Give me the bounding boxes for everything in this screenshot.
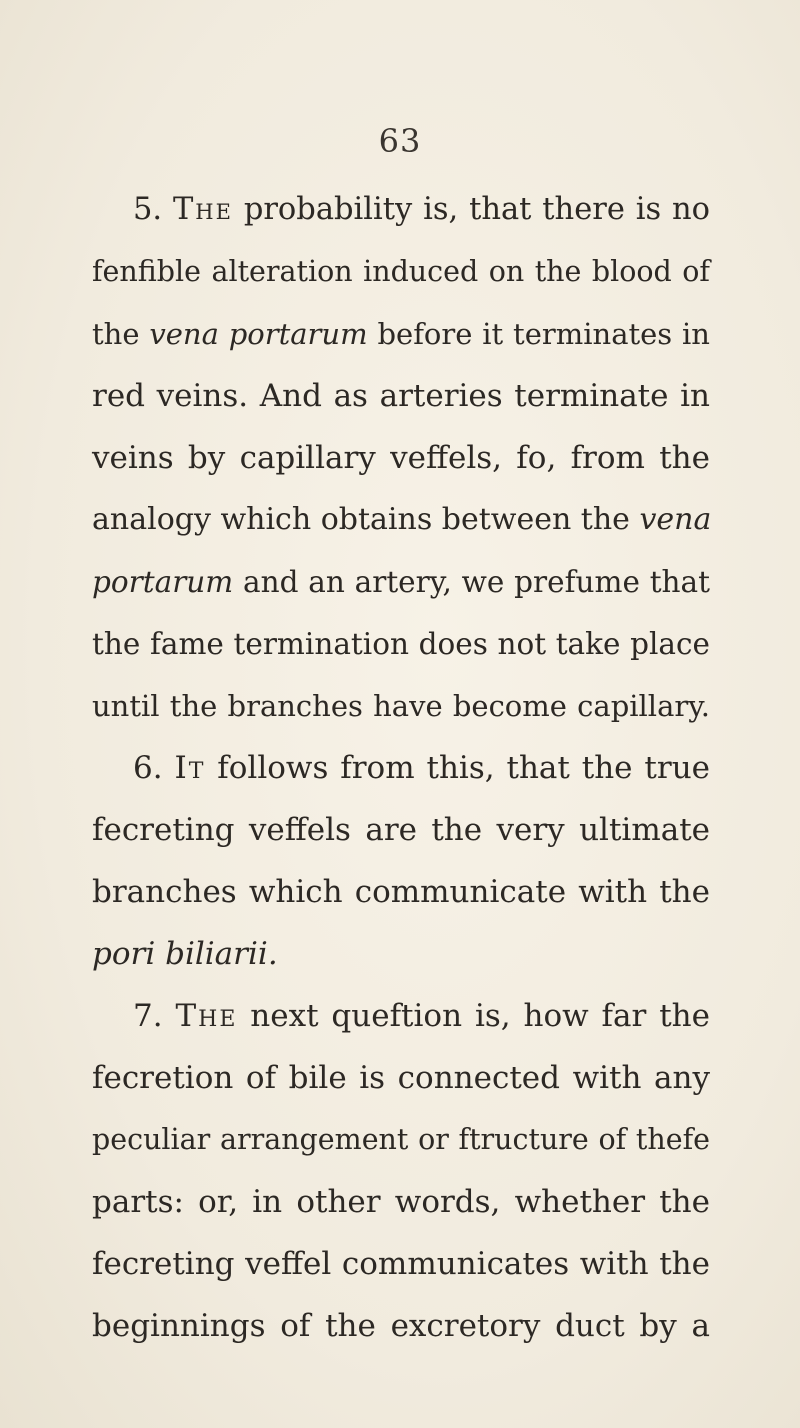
text-span: fecreting veffels are the very ultimate — [92, 812, 710, 848]
text-span: the fame termination does not take place — [92, 627, 710, 661]
text-span: fecreting veffel communicates with the — [92, 1246, 710, 1282]
text-line — [92, 684, 710, 728]
text-span: beginnings of the excretory duct by a — [92, 1308, 710, 1344]
text-line — [92, 374, 710, 418]
text-line — [92, 1180, 710, 1224]
text-line — [133, 994, 710, 1038]
text-line — [133, 746, 710, 790]
text-line — [92, 560, 710, 604]
text-line — [92, 250, 710, 294]
text-line — [92, 498, 710, 542]
text-span: and an artery, we prefume that — [233, 565, 710, 599]
text-line — [133, 188, 710, 232]
text-line — [92, 870, 710, 914]
text-span: veins by capillary veffels, fo, from the — [92, 440, 710, 476]
italic-span: portarum — [92, 565, 234, 599]
text-line — [92, 1304, 710, 1348]
italic-span: pori biliarii. — [92, 936, 278, 972]
text-span: red veins. And as arteries terminate in — [92, 378, 710, 414]
text-line — [92, 312, 710, 356]
small-caps-span: The — [172, 192, 233, 227]
text-span: the — [92, 317, 150, 351]
text-line — [92, 1242, 710, 1286]
page-number: 63 — [378, 122, 422, 160]
text-line — [92, 808, 710, 852]
text-span: fecretion of bile is connected with any — [92, 1060, 710, 1096]
text-span: analogy which obtains between the — [92, 502, 640, 537]
text-span: before it terminates in — [367, 317, 710, 351]
italic-span: vena — [639, 502, 712, 537]
text-span: 7. — [133, 998, 176, 1034]
small-caps-span: It — [174, 750, 206, 786]
text-line — [92, 622, 710, 666]
text-span: follows from this, that the true — [205, 750, 711, 786]
text-line — [92, 436, 710, 480]
text-span: probability is, that there is no — [232, 192, 711, 227]
small-caps-span: The — [175, 998, 238, 1034]
text-span: peculiar arrangement or ftructure of thefe — [92, 1123, 710, 1156]
text-span: next queftion is, how far the — [237, 998, 710, 1034]
text-line — [92, 1056, 710, 1100]
text-span: fenfible alteration induced on the blood of — [92, 255, 710, 288]
text-span: parts: or, in other words, whether the — [92, 1184, 710, 1220]
italic-span: vena portarum — [149, 317, 368, 351]
text-line — [92, 1118, 710, 1162]
text-line — [92, 932, 710, 976]
text-span: 5. — [133, 192, 173, 227]
text-span: until the branches have become capillary. — [92, 689, 710, 723]
text-span: 6. — [133, 750, 175, 786]
text-span: branches which communicate with the — [92, 874, 710, 910]
